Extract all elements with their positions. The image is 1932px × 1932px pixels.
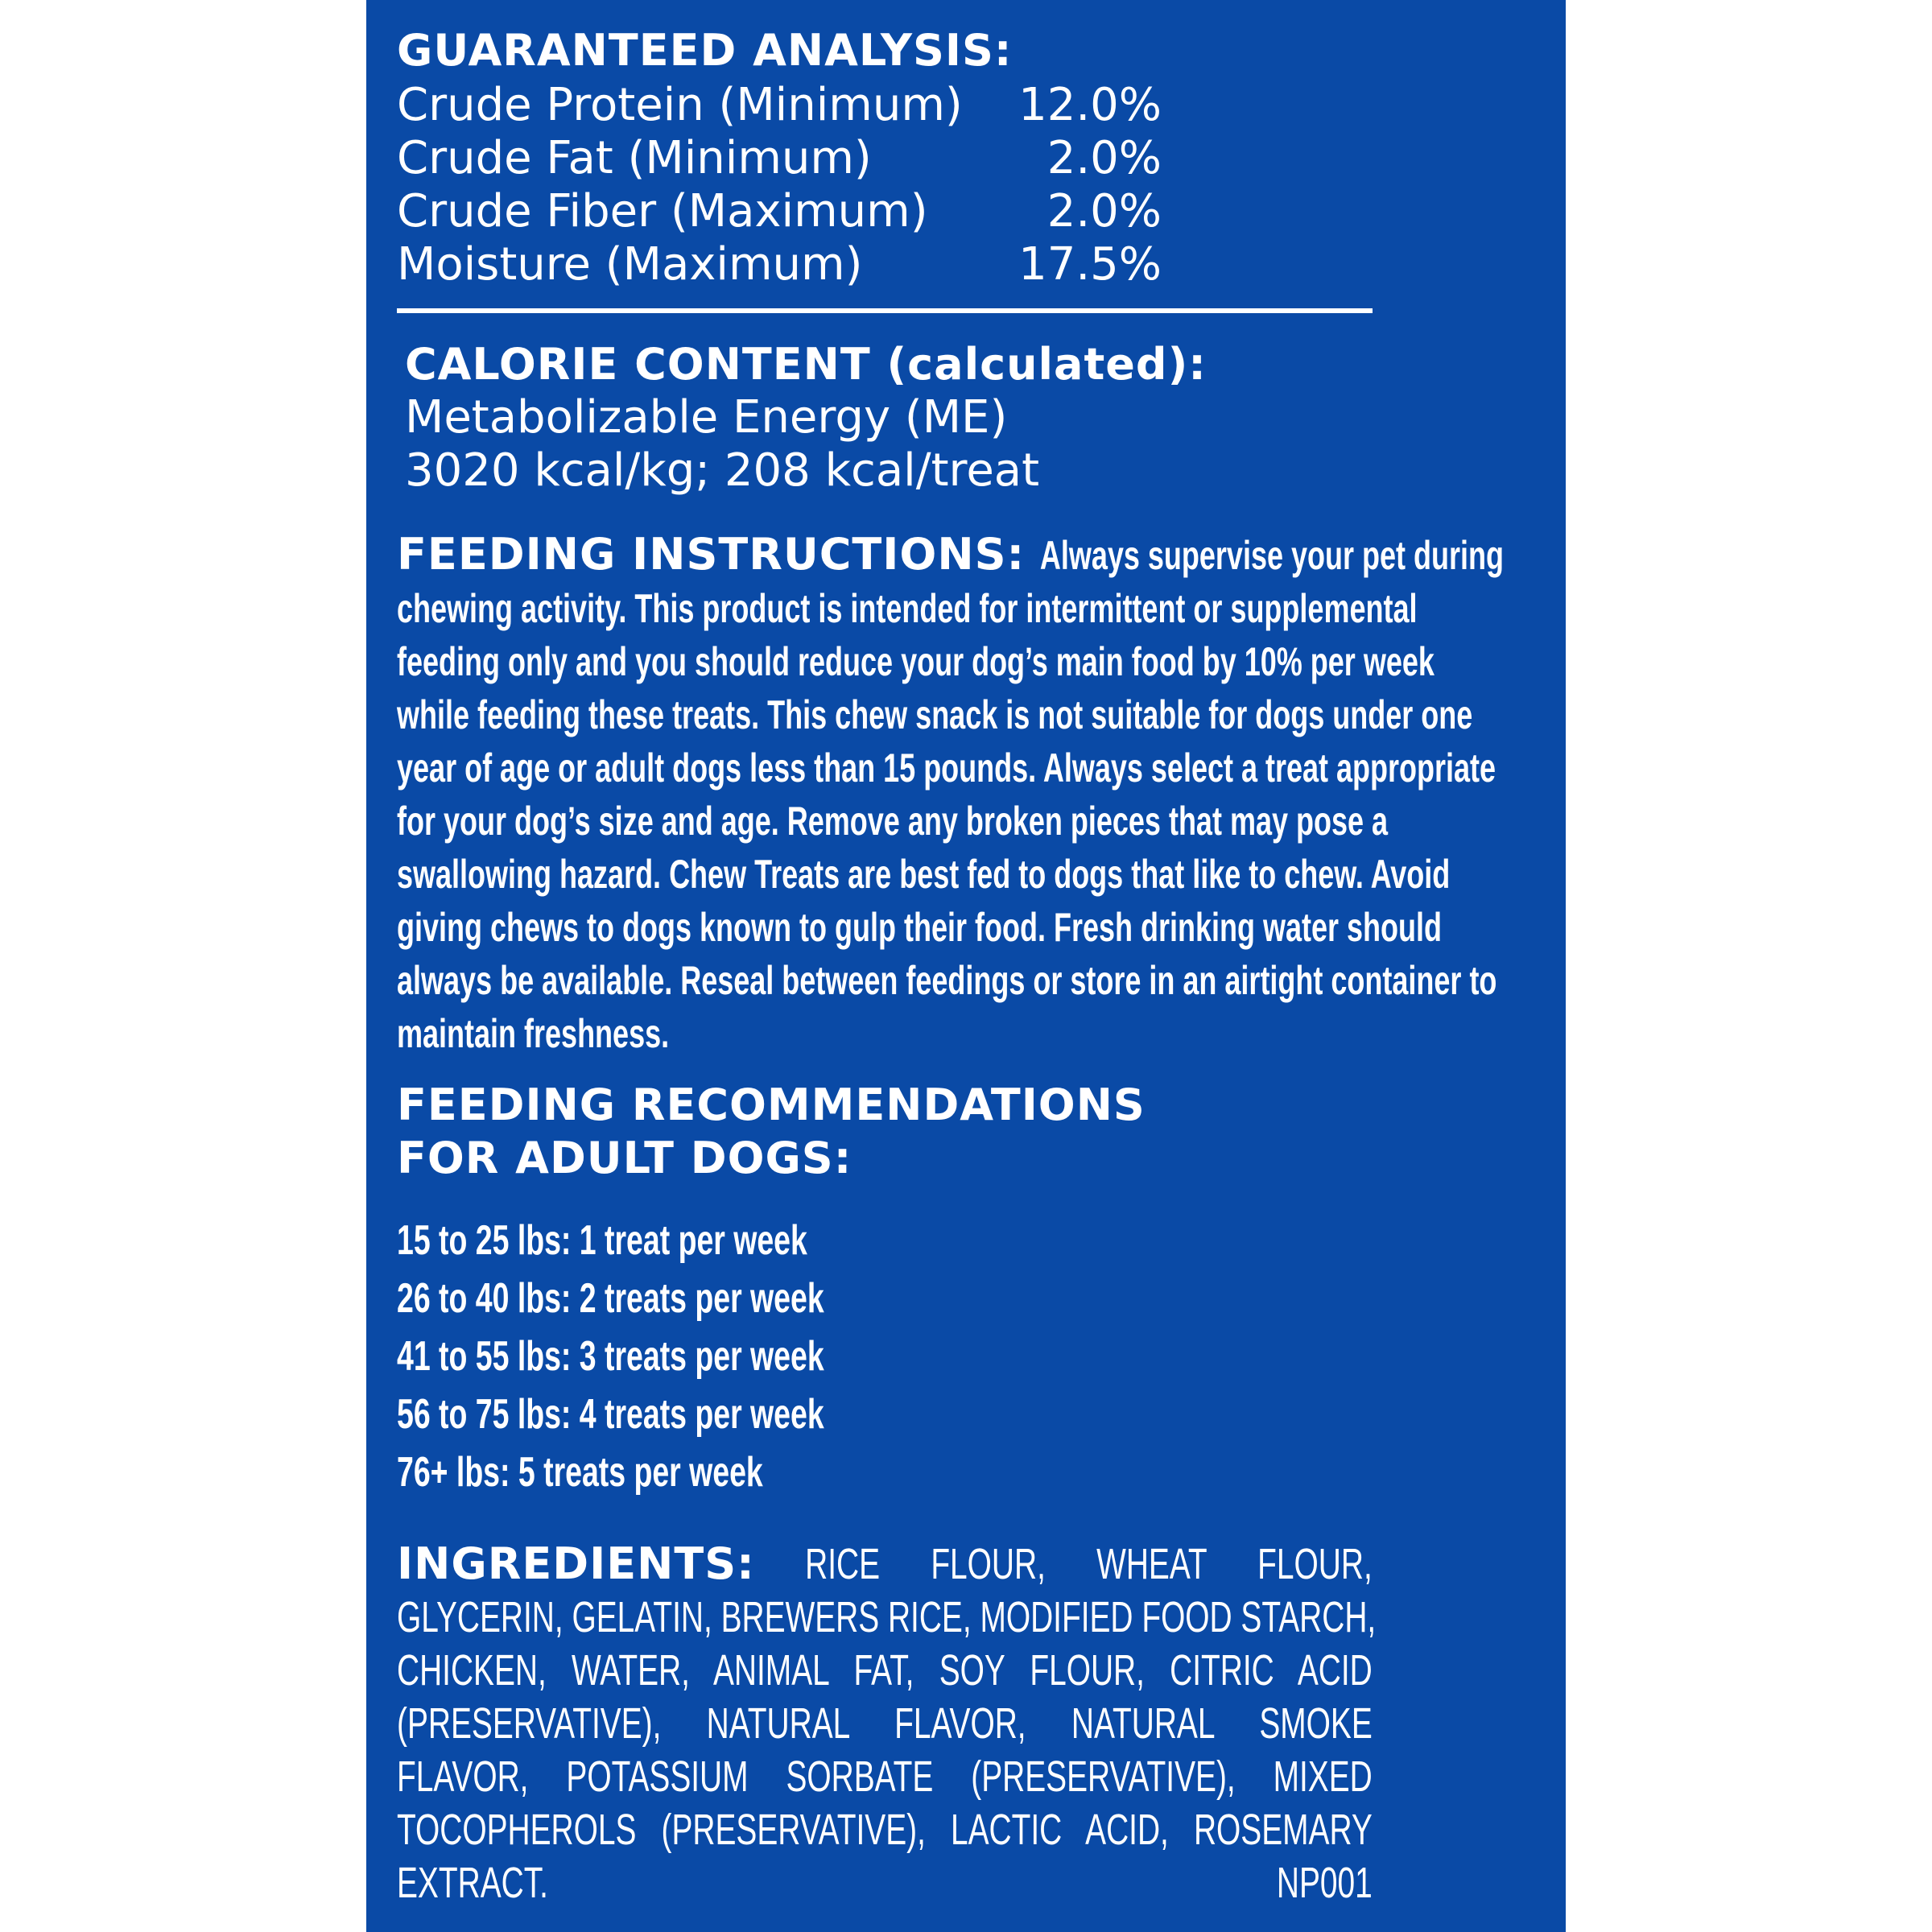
product-code: NP001: [1276, 1859, 1373, 1907]
ingredients-text: [397, 1538, 1377, 1909]
calorie-line: Metabolizable Energy (ME): [405, 391, 1008, 444]
instructions-line: Always supervise your pet during: [1039, 533, 1504, 578]
label-panel: [366, 0, 1566, 1932]
ingredients-line: [397, 1591, 1377, 1644]
feeding-recommendations-list: [397, 1212, 1092, 1501]
list-item: 56 to 75 lbs: 4 treats per week: [397, 1391, 824, 1438]
instructions-line: swallowing hazard. Chew Treats are best fed to dogs that like to chew. Avoid: [397, 852, 1451, 897]
instructions-first-line: [397, 528, 1504, 582]
analysis-row: [397, 132, 1162, 185]
ingredients-line-text: FLAVOR, POTASSIUM SORBATE (PRESERVATIVE), MIXED: [397, 1752, 1373, 1801]
list-item: 26 to 40 lbs: 2 treats per week: [397, 1275, 824, 1322]
instructions-line: feeding only and you should reduce your dog’s main food by 10% per week: [397, 639, 1435, 684]
ingredients-block: [397, 1538, 1377, 1909]
analysis-row: [397, 238, 1162, 291]
instructions-line: giving chews to dogs known to gulp their food. Fresh drinking water should: [397, 905, 1443, 950]
recommendations-title-line: FOR ADULT DOGS:: [397, 1133, 852, 1183]
ingredients-line: [397, 1856, 1373, 1909]
calorie-content-title: CALORIE CONTENT (calculated):: [405, 339, 1207, 390]
feeding-instructions: [397, 528, 1504, 1060]
analysis-name: Moisture (Maximum): [397, 238, 863, 291]
instructions-line: year of age or adult dogs less than 15 pounds. Always select a treat appropriate: [397, 745, 1496, 791]
instructions-line: for your dog’s size and age. Remove any broken pieces that may pose a: [397, 799, 1389, 844]
list-item: 15 to 25 lbs: 1 treat per week: [397, 1217, 807, 1264]
ingredients-line: [397, 1750, 1373, 1803]
analysis-value: 2.0%: [1046, 132, 1162, 184]
ingredients-line: [397, 1697, 1373, 1750]
ingredients-title: INGREDIENTS:: [397, 1538, 755, 1589]
ingredients-line: [397, 1803, 1373, 1856]
ingredients-line-text: (PRESERVATIVE), NATURAL FLAVOR, NATURAL SMOKE: [397, 1699, 1373, 1748]
instructions-line: while feeding these treats. This chew snack is not suitable for dogs under one: [397, 692, 1473, 737]
ingredients-line-text: GLYCERIN, GELATIN, BREWERS RICE, MODIFIED FOOD STARCH,: [397, 1593, 1377, 1641]
feeding-instructions-title: FEEDING INSTRUCTIONS:: [397, 529, 1026, 580]
analysis-row: [397, 79, 1162, 132]
list-item: 41 to 55 lbs: 3 treats per week: [397, 1333, 824, 1380]
analysis-name: Crude Fiber (Maximum): [397, 185, 928, 237]
feeding-recommendations-title: [397, 1079, 1146, 1185]
instructions-line: maintain freshness.: [397, 1011, 670, 1056]
recommendations-title-line: FEEDING RECOMMENDATIONS: [397, 1080, 1146, 1130]
guaranteed-analysis-title: GUARANTEED ANALYSIS:: [397, 25, 1013, 76]
ingredients-line: [397, 1538, 1373, 1591]
ingredients-line-text: TOCOPHEROLS (PRESERVATIVE), LACTIC ACID, ROSEMARY: [397, 1806, 1373, 1854]
ingredients-line-text: CHICKEN, WATER, ANIMAL FAT, SOY FLOUR, CITRIC ACID: [397, 1646, 1373, 1695]
instructions-line: chewing activity. This product is intended for intermittent or supplemental: [397, 586, 1418, 631]
analysis-value: 2.0%: [1046, 185, 1162, 237]
section-divider: [397, 308, 1373, 313]
instructions-line: always be available. Reseal between feedings or store in an airtight container to: [397, 958, 1497, 1003]
list-item: 76+ lbs: 5 treats per week: [397, 1449, 763, 1496]
analysis-name: Crude Protein (Minimum): [397, 79, 963, 131]
ingredients-line: [397, 1644, 1373, 1697]
guaranteed-analysis-table: [397, 79, 1162, 291]
analysis-value: 12.0%: [1018, 79, 1162, 131]
ingredients-first-line: RICE FLOUR, WHEAT FLOUR,: [805, 1540, 1373, 1588]
ingredients-line-text: EXTRACT.: [397, 1859, 548, 1907]
analysis-value: 17.5%: [1018, 238, 1162, 291]
analysis-row: [397, 185, 1162, 238]
calorie-line: 3020 kcal/kg; 208 kcal/treat: [405, 444, 1040, 497]
analysis-name: Crude Fat (Minimum): [397, 132, 872, 184]
calorie-content-body: [405, 391, 1039, 497]
